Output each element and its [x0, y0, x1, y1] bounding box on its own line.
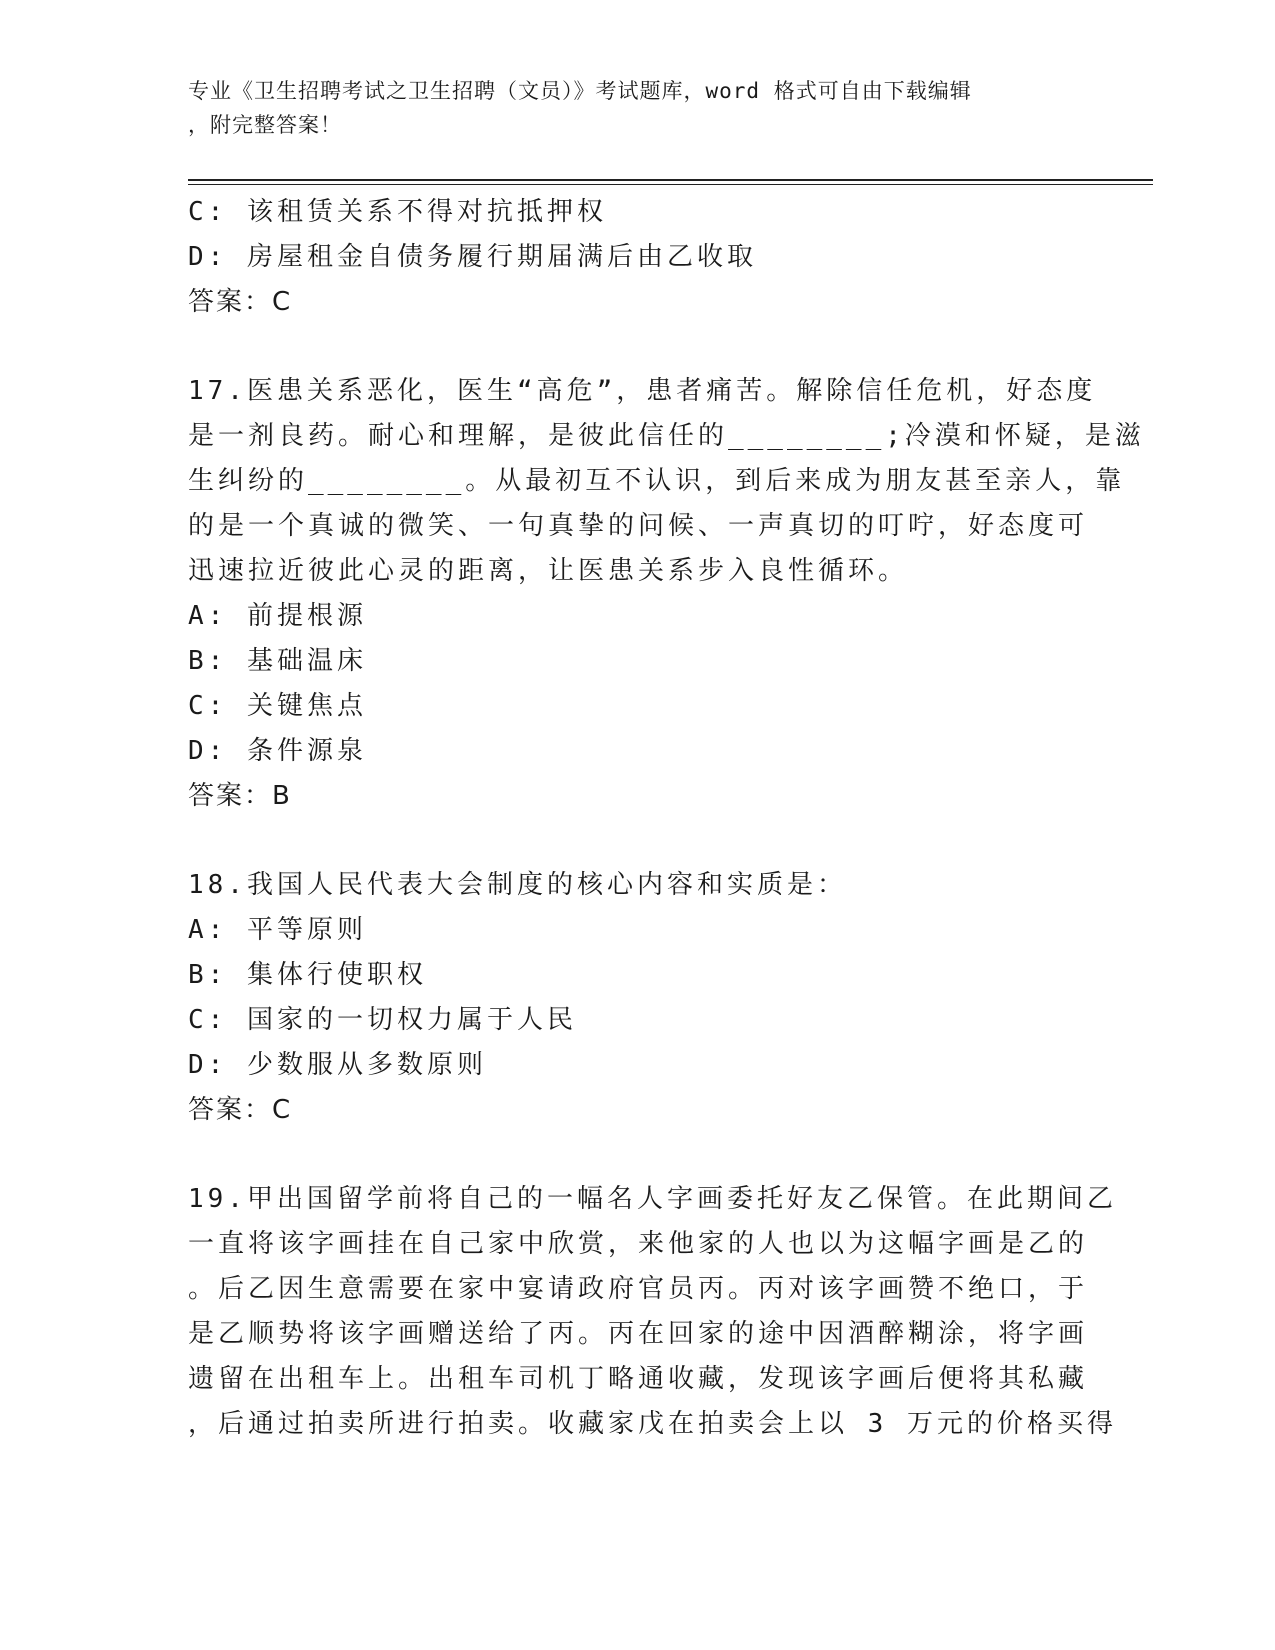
header-divider-thin — [188, 184, 1153, 185]
question-stem-line: 迅速拉近彼此心灵的距离，让医患关系步入良性循环。 — [188, 556, 909, 586]
question-spacer — [188, 325, 1088, 369]
question-17 — [188, 369, 1145, 819]
header-divider-thick — [188, 179, 1153, 181]
question-stem-line: 是一剂良药。耐心和理解，是彼此信任的________;冷漠和怀疑，是滋 — [188, 421, 1145, 451]
question-stem-line: 18.我国人民代表大会制度的核心内容和实质是： — [188, 870, 847, 900]
option-c: C: 国家的一切权力属于人民 — [188, 1005, 577, 1035]
question-spacer — [188, 1133, 1088, 1177]
option-b: B: 基础温床 — [188, 646, 367, 676]
question-stem-line: 17.医患关系恶化，医生“高危”，患者痛苦。解除信任危机，好态度 — [188, 376, 1097, 406]
option-c: C: 关键焦点 — [188, 691, 367, 721]
answer-line: 答案：B — [188, 781, 292, 811]
question-list — [188, 190, 1145, 1447]
question-spacer — [188, 819, 1088, 863]
question-19 — [188, 1177, 1117, 1447]
question-16-tail — [188, 190, 1088, 325]
option-d: D: 少数服从多数原则 — [188, 1050, 487, 1080]
document-header — [188, 74, 1078, 142]
question-stem-line: 的是一个真诚的微笑、一句真挚的问候、一声真切的叮咛，好态度可 — [188, 511, 1089, 541]
option-c: C: 该租赁关系不得对抗抵押权 — [188, 197, 607, 227]
option-b: B: 集体行使职权 — [188, 960, 427, 990]
question-stem-line: ，后通过拍卖所进行拍卖。收藏家戊在拍卖会上以 3 万元的价格买得 — [188, 1409, 1117, 1439]
question-stem-line: 生纠纷的________。从最初互不认识，到后来成为朋友甚至亲人，靠 — [188, 466, 1126, 496]
option-a: A: 前提根源 — [188, 601, 367, 631]
question-stem-line: 19.甲出国留学前将自己的一幅名人字画委托好友乙保管。在此期间乙 — [188, 1184, 1117, 1214]
answer-line: 答案：C — [188, 1095, 293, 1125]
question-stem-line: 是乙顺势将该字画赠送给了丙。丙在回家的途中因酒醉糊涂，将字画 — [188, 1319, 1089, 1349]
option-d: D: 房屋租金自债务履行期届满后由乙收取 — [188, 242, 757, 272]
header-line-1: 专业《卫生招聘考试之卫生招聘（文员）》考试题库，word 格式可自由下载编辑 — [188, 79, 972, 103]
answer-line: 答案：C — [188, 287, 293, 317]
question-stem-line: 。后乙因生意需要在家中宴请政府官员丙。丙对该字画赞不绝口，于 — [188, 1274, 1089, 1304]
question-stem-line: 一直将该字画挂在自己家中欣赏，来他家的人也以为这幅字画是乙的 — [188, 1229, 1089, 1259]
option-a: A: 平等原则 — [188, 915, 367, 945]
question-stem-line: 遗留在出租车上。出租车司机丁略通收藏，发现该字画后便将其私藏 — [188, 1364, 1089, 1394]
option-d: D: 条件源泉 — [188, 736, 367, 766]
header-line-2: ，附完整答案！ — [188, 113, 342, 137]
question-18 — [188, 863, 1088, 1133]
